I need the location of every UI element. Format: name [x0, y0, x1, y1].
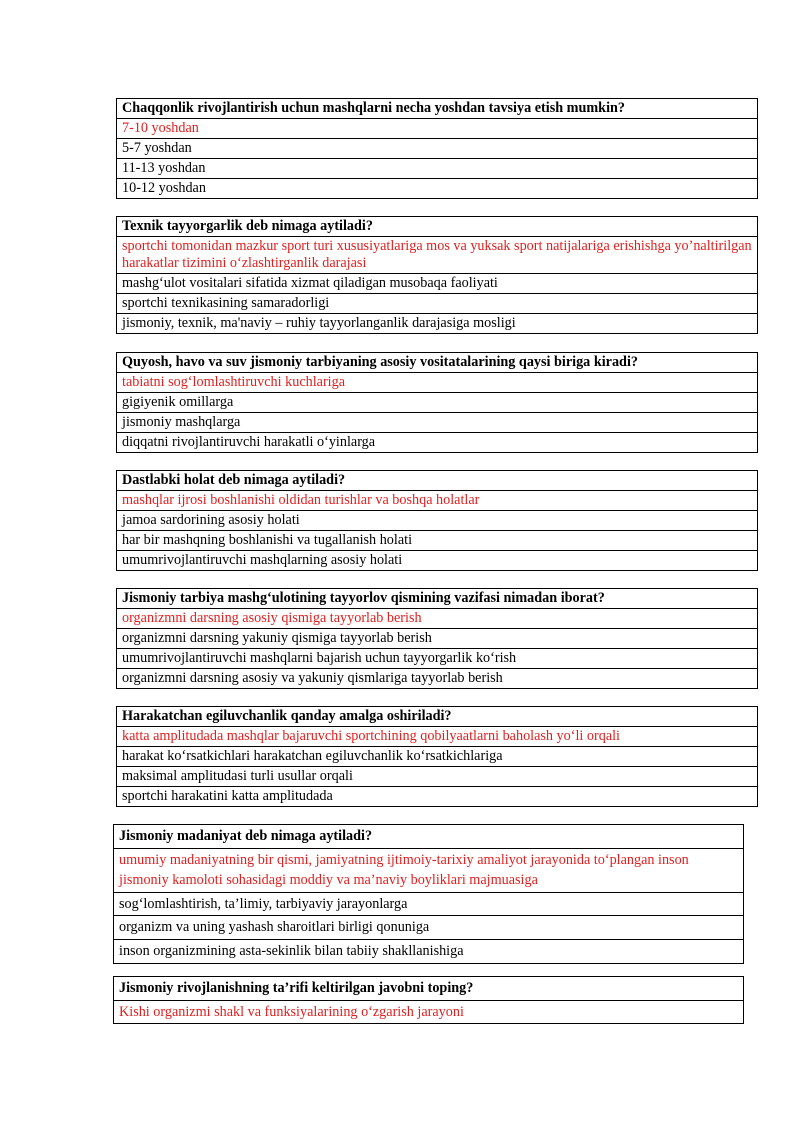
correct-answer: katta amplitudada mashqlar bajaruvchi sportchining qobilyaatlarni baholash yo‘li orqali — [117, 727, 758, 747]
question-text: Chaqqonlik rivojlantirish uchun mashqlarni necha yoshdan tavsiya etish mumkin? — [117, 99, 758, 119]
answer-option: maksimal amplitudasi turli usullar orqali — [117, 767, 758, 787]
answer-option: mashg‘ulot vositalari sifatida xizmat qiladigan musobaqa faoliyati — [117, 274, 758, 294]
answer-option: umumrivojlantiruvchi mashqlarni bajarish uchun tayyorgarlik ko‘rish — [117, 649, 758, 669]
answer-option: jismoniy, texnik, ma'naviy – ruhiy tayyorlanganlik darajasiga mosligi — [117, 314, 758, 334]
question-text: Jismoniy madaniyat deb nimaga aytiladi? — [114, 825, 744, 849]
correct-answer: sportchi tomonidan mazkur sport turi xususiyatlariga mos va yuksak sport natijalariga erishishga yo’naltirilgan harakatlar tizimini o‘zlashtirganlik darajasi — [117, 237, 758, 274]
question-text: Dastlabki holat deb nimaga aytiladi? — [117, 471, 758, 491]
question-block-3 — [116, 352, 758, 453]
correct-answer: Kishi organizmi shakl va funksiyalarining o‘zgarish jarayoni — [114, 1000, 744, 1024]
answer-option: diqqatni rivojlantiruvchi harakatli o‘yinlarga — [117, 433, 758, 453]
answer-option: jamoa sardorining asosiy holati — [117, 511, 758, 531]
question-text: Quyosh, havo va suv jismoniy tarbiyaning asosiy vositatalarining qaysi biriga kiradi? — [117, 353, 758, 373]
question-block-8 — [113, 976, 744, 1024]
correct-answer: tabiatni sog‘lomlashtiruvchi kuchlariga — [117, 373, 758, 393]
question-block-1 — [116, 98, 758, 199]
answer-option: 10-12 yoshdan — [117, 179, 758, 199]
answer-option: 5-7 yoshdan — [117, 139, 758, 159]
correct-answer: umumiy madaniyatning bir qismi, jamiyatning ijtimoiy-tarixiy amaliyot jarayonida to‘plangan inson jismoniy kamoloti sohasidagi moddiy va ma’naviy boyliklari majmuasiga — [114, 848, 744, 892]
question-block-7 — [113, 824, 744, 964]
answer-option: 11-13 yoshdan — [117, 159, 758, 179]
answer-option: organizm va uning yashash sharoitlari birligi qonuniga — [114, 916, 744, 940]
correct-answer: organizmni darsning asosiy qismiga tayyorlab berish — [117, 609, 758, 629]
answer-option: sportchi harakatini katta amplitudada — [117, 787, 758, 807]
answer-option: inson organizmining asta-sekinlik bilan tabiiy shakllanishiga — [114, 939, 744, 963]
answer-option: umumrivojlantiruvchi mashqlarning asosiy holati — [117, 551, 758, 571]
answer-option: organizmni darsning asosiy va yakuniy qismlariga tayyorlab berish — [117, 669, 758, 689]
question-text: Jismoniy tarbiya mashg‘ulotining tayyorlov qismining vazifasi nimadan iborat? — [117, 589, 758, 609]
question-block-4 — [116, 470, 758, 571]
answer-option: sportchi texnikasining samaradorligi — [117, 294, 758, 314]
question-block-2 — [116, 216, 758, 334]
answer-option: gigiyenik omillarga — [117, 393, 758, 413]
question-block-6 — [116, 706, 758, 807]
correct-answer: mashqlar ijrosi boshlanishi oldidan turishlar va boshqa holatlar — [117, 491, 758, 511]
answer-option: harakat ko‘rsatkichlari harakatchan egiluvchanlik ko‘rsatkichlariga — [117, 747, 758, 767]
correct-answer: 7-10 yoshdan — [117, 119, 758, 139]
answer-option: sog‘lomlashtirish, ta’limiy, tarbiyaviy jarayonlarga — [114, 892, 744, 916]
answer-option: jismoniy mashqlarga — [117, 413, 758, 433]
question-text: Jismoniy rivojlanishning ta’rifi keltirilgan javobni toping? — [114, 977, 744, 1001]
question-block-5 — [116, 588, 758, 689]
question-text: Texnik tayyorgarlik deb nimaga aytiladi? — [117, 217, 758, 237]
answer-option: organizmni darsning yakuniy qismiga tayyorlab berish — [117, 629, 758, 649]
answer-option: har bir mashqning boshlanishi va tugallanish holati — [117, 531, 758, 551]
question-text: Harakatchan egiluvchanlik qanday amalga oshiriladi? — [117, 707, 758, 727]
